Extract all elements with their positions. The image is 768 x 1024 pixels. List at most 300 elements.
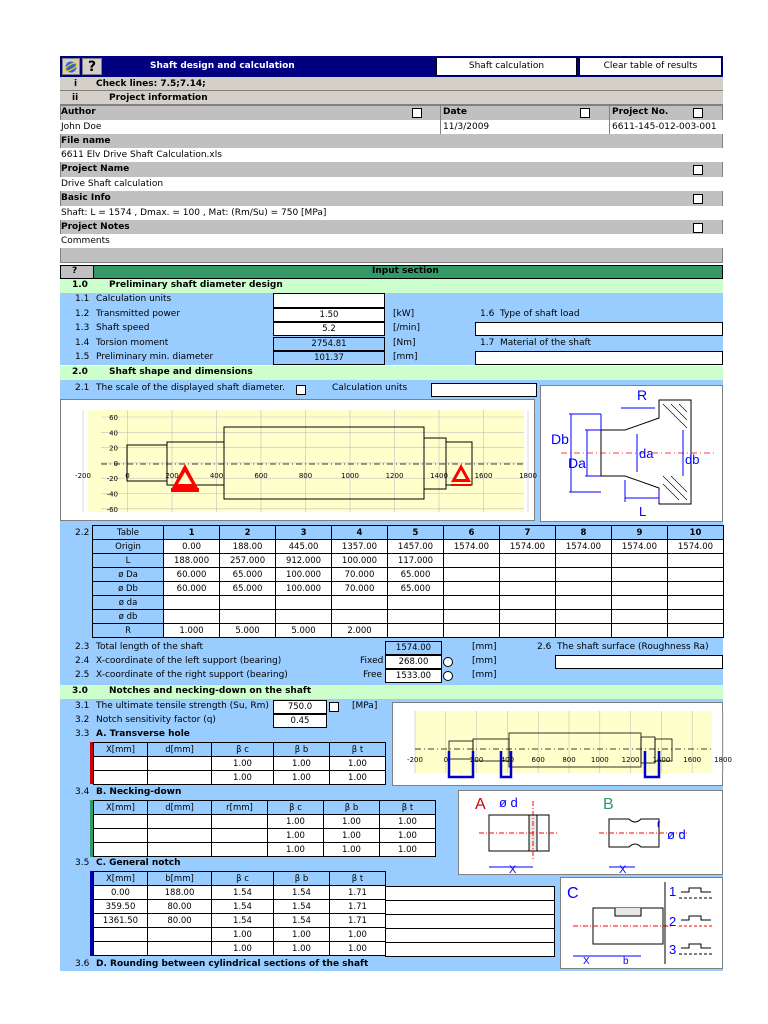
chart2-x-tick: 1200 [621, 756, 640, 764]
tblB-cell-1-4[interactable]: 1.00 [324, 829, 380, 843]
tblC-header-2: β c [212, 872, 274, 886]
geomTable-cell-6-7[interactable] [499, 624, 555, 638]
dia3-n1: 1 [669, 884, 677, 899]
geomTable-cell-6-10[interactable] [667, 624, 723, 638]
geomTable-cell-3-4[interactable]: 70.000 [332, 582, 388, 596]
chart1-y-tick: 0 [113, 459, 118, 468]
geomTable-cell-4-7[interactable] [499, 596, 555, 610]
dia3-n3: 3 [669, 942, 677, 957]
transmitted-power-input[interactable]: 1.50 [273, 308, 385, 322]
tblB-cell-1-3[interactable]: 1.00 [268, 829, 324, 843]
author-label: Author [61, 107, 96, 117]
calc-units-select[interactable] [273, 293, 385, 308]
project-no-value[interactable]: 6611-145-012-003-001 [612, 122, 717, 132]
chart1-x-tick: -200 [75, 472, 91, 480]
date-checkbox[interactable] [580, 108, 590, 118]
tblB-cell-2-3[interactable]: 1.00 [268, 843, 324, 857]
tblB-cell-0-3[interactable]: 1.00 [268, 815, 324, 829]
geomTable-cell-6-6[interactable] [443, 624, 499, 638]
tblB-cell-0-5[interactable]: 1.00 [380, 815, 436, 829]
calc-units-label-2: Calculation units [332, 383, 408, 393]
tblA-cell-0-2[interactable]: 1.00 [212, 757, 274, 771]
file-name-label: File name [61, 136, 111, 146]
geomTable-cell-0-9[interactable]: 1574.00 [611, 540, 667, 554]
tblC-cell-3-3[interactable]: 1.00 [274, 928, 330, 942]
geomTable-cell-3-3[interactable]: 100.000 [276, 582, 332, 596]
geomTable-cell-6-4[interactable]: 2.000 [332, 624, 388, 638]
tblB-cell-1-1[interactable] [148, 829, 212, 843]
tblA-header-0: X[mm] [94, 743, 148, 757]
tblB-cell-2-4[interactable]: 1.00 [324, 843, 380, 857]
row-3-6-num: 3.6 [75, 959, 90, 969]
app-icon[interactable] [62, 58, 80, 75]
geomTable-cell-1-4[interactable]: 100.000 [332, 554, 388, 568]
right-support-label: X-coordinate of the right support (bearing) [96, 670, 288, 680]
tblB-cell-2-1[interactable] [148, 843, 212, 857]
geomTable-header-2: 2 [220, 526, 276, 540]
dia2-ad: ø d [499, 795, 518, 810]
row-3-1-num: 3.1 [75, 701, 90, 711]
general-notch-table [93, 871, 386, 956]
tblA-cell-0-1[interactable] [148, 757, 212, 771]
file-name-value[interactable]: 6611 Elv Drive Shaft Calculation.xls [61, 150, 222, 160]
tblB-cell-2-0[interactable] [94, 843, 148, 857]
geomTable-cell-0-10[interactable]: 1574.00 [667, 540, 723, 554]
row-1-6-num: 1.6 [480, 309, 495, 319]
project-info-label: Project information [109, 93, 208, 103]
transmitted-power-unit: [kW] [393, 309, 415, 319]
geomTable-cell-1-9[interactable] [611, 554, 667, 568]
input-help[interactable]: ? [72, 266, 78, 276]
page-title: Shaft design and calculation [150, 61, 295, 71]
tblA-cell-0-0[interactable] [94, 757, 148, 771]
tblC-cell-2-0[interactable]: 1361.50 [94, 914, 148, 928]
geomTable-cell-2-9[interactable] [611, 568, 667, 582]
geomTable-cell-6-8[interactable] [555, 624, 611, 638]
geomTable-header-3: 3 [276, 526, 332, 540]
chart1-y-tick: -40 [106, 490, 118, 499]
geomTable-cell-1-8[interactable] [555, 554, 611, 568]
notch-comment-4[interactable] [385, 928, 555, 943]
geomTable-header-0: Table [93, 526, 164, 540]
project-name-label: Project Name [61, 164, 130, 174]
geomTable-cell-6-1[interactable]: 1.000 [164, 624, 220, 638]
geomTable-cell-3-0: ø Db [93, 582, 164, 596]
geomTable-cell-5-3[interactable] [276, 610, 332, 624]
tblC-cell-3-1[interactable] [148, 928, 212, 942]
tblB-cell-0-1[interactable] [148, 815, 212, 829]
geomTable-cell-5-4[interactable] [332, 610, 388, 624]
geomTable-cell-0-8[interactable]: 1574.00 [555, 540, 611, 554]
row-1-4-num: 1.4 [75, 338, 90, 348]
author-value[interactable]: John Doe [61, 122, 102, 132]
geomTable-cell-6-2[interactable]: 5.000 [220, 624, 276, 638]
tblC-cell-1-1[interactable]: 80.00 [148, 900, 212, 914]
notch-comment-3[interactable] [385, 914, 555, 929]
tblC-cell-1-2[interactable]: 1.54 [212, 900, 274, 914]
tblB-cell-1-2[interactable] [212, 829, 268, 843]
tblA-cell-1-0[interactable] [94, 771, 148, 785]
min-diameter-value: 101.37 [273, 351, 385, 365]
tblC-cell-0-0[interactable]: 0.00 [94, 886, 148, 900]
shaft-material-label: Material of the shaft [500, 338, 592, 348]
row-2-1-num: 2.1 [75, 383, 90, 393]
tblC-header-1: b[mm] [148, 872, 212, 886]
help-button[interactable]: ? [82, 58, 102, 75]
geomTable-cell-1-5[interactable]: 117.000 [388, 554, 444, 568]
geomTable-cell-3-10[interactable] [667, 582, 723, 596]
row-1-5-num: 1.5 [75, 352, 90, 362]
necking-down-table [93, 800, 436, 857]
chart1-y-tick: -60 [106, 505, 118, 514]
tblA-cell-1-1[interactable] [148, 771, 212, 785]
tblA-cell-0-4[interactable]: 1.00 [330, 757, 386, 771]
geomTable-cell-3-6[interactable] [443, 582, 499, 596]
dia2-ax: X [509, 864, 517, 876]
tblA-header-3: β b [274, 743, 330, 757]
notch-comment-column [385, 886, 555, 957]
shaft-shape-chart [60, 399, 535, 521]
section-3-title: Notches and necking-down on the shaft [109, 686, 312, 696]
tblB-header-2: r[mm] [212, 801, 268, 815]
tblB-cell-2-2[interactable] [212, 843, 268, 857]
geomTable-header-7: 7 [499, 526, 555, 540]
tblC-cell-4-0[interactable] [94, 942, 148, 956]
torsion-moment-unit: [Nm] [393, 338, 416, 348]
geomTable-cell-3-5[interactable]: 65.000 [388, 582, 444, 596]
geomTable-cell-2-7[interactable] [499, 568, 555, 582]
tblC-cell-2-3[interactable]: 1.54 [274, 914, 330, 928]
input-section-title: Input section [372, 266, 439, 276]
geomTable-cell-4-5[interactable] [388, 596, 444, 610]
geomTable-cell-2-5[interactable]: 65.000 [388, 568, 444, 582]
geomTable-cell-3-8[interactable] [555, 582, 611, 596]
notch-comment-2[interactable] [385, 900, 555, 915]
row-3-3-num: 3.3 [75, 729, 90, 739]
min-diameter-unit: [mm] [393, 352, 418, 362]
dia1-L: L [639, 504, 647, 519]
chart1-x-tick: 600 [254, 472, 268, 480]
surface-roughness-select[interactable] [555, 655, 723, 669]
dia2-r: r [657, 819, 661, 830]
clear-results-button[interactable]: Clear table of results [579, 57, 722, 76]
tblC-cell-4-2[interactable]: 1.00 [212, 942, 274, 956]
geomTable-cell-0-3[interactable]: 445.00 [276, 540, 332, 554]
dia2-bd: ø d [667, 827, 686, 842]
dia1-Db: Db [551, 431, 569, 447]
geomTable-cell-0-7[interactable]: 1574.00 [499, 540, 555, 554]
transmitted-power-label: Transmitted power [96, 309, 181, 319]
geomTable-cell-2-3[interactable]: 100.000 [276, 568, 332, 582]
tblB-cell-1-0[interactable] [94, 829, 148, 843]
geomTable-cell-4-10[interactable] [667, 596, 723, 610]
calc-units-select-2[interactable] [431, 383, 537, 397]
tblB-header-1: d[mm] [148, 801, 212, 815]
geomTable-cell-4-2[interactable] [220, 596, 276, 610]
chart2-x-tick: 0 [443, 756, 449, 764]
geomTable-cell-6-9[interactable] [611, 624, 667, 638]
row-2-5-num: 2.5 [75, 670, 90, 680]
chart2-x-tick: 800 [562, 756, 576, 764]
notch-comment-1[interactable] [385, 886, 555, 901]
chart1-y-tick: 60 [109, 414, 118, 422]
dia1-Da: Da [568, 455, 586, 471]
scale-label: The scale of the displayed shaft diameter. [96, 383, 286, 393]
geomTable-cell-5-10[interactable] [667, 610, 723, 624]
geomTable-header-8: 8 [555, 526, 611, 540]
geomTable-cell-4-9[interactable] [611, 596, 667, 610]
project-notes-checkbox[interactable] [693, 223, 703, 233]
tblC-cell-3-4[interactable]: 1.00 [330, 928, 386, 942]
notch-ab-diagram [458, 790, 723, 875]
shaft-speed-input[interactable]: 5.2 [273, 322, 385, 336]
chart1-x-tick: 1200 [385, 472, 404, 480]
geomTable-cell-1-1[interactable]: 188.000 [164, 554, 220, 568]
torsion-moment-value: 2754.81 [273, 337, 385, 351]
chart2-x-tick: 1800 [714, 756, 732, 764]
geomTable-cell-2-6[interactable] [443, 568, 499, 582]
chart2-x-tick: 1400 [652, 756, 671, 764]
geomTable-cell-1-10[interactable] [667, 554, 723, 568]
tblC-cell-0-1[interactable]: 188.00 [148, 886, 212, 900]
shaft-section-diagram [540, 385, 723, 522]
geomTable-cell-2-4[interactable]: 70.000 [332, 568, 388, 582]
geomTable-cell-5-6[interactable] [443, 610, 499, 624]
row-i-num: i [74, 79, 78, 89]
right-support-radio[interactable] [443, 671, 453, 681]
geomTable-cell-4-8[interactable] [555, 596, 611, 610]
basic-info-label: Basic Info [61, 193, 111, 203]
surface-roughness-label: The shaft surface (Roughness Ra) [557, 642, 709, 652]
geomTable-cell-4-0: ø da [93, 596, 164, 610]
row-1-7-num: 1.7 [480, 338, 495, 348]
geomTable-cell-0-2[interactable]: 188.00 [220, 540, 276, 554]
shaft-load-type-label: Type of shaft load [500, 309, 580, 319]
geomTable-cell-3-1[interactable]: 60.000 [164, 582, 220, 596]
tblC-cell-4-1[interactable] [148, 942, 212, 956]
tblC-cell-2-1[interactable]: 80.00 [148, 914, 212, 928]
geomTable-cell-5-9[interactable] [611, 610, 667, 624]
right-support-unit: [mm] [472, 670, 497, 680]
geomTable-cell-5-0: ø db [93, 610, 164, 624]
chart1-y-tick: -20 [106, 475, 118, 484]
geomTable-cell-2-8[interactable] [555, 568, 611, 582]
chart1-y-tick: 20 [109, 444, 118, 453]
project-no-checkbox[interactable] [693, 108, 703, 118]
left-support-unit: [mm] [472, 656, 497, 666]
row-1-1-num: 1.1 [75, 294, 90, 304]
row-ii-num: ii [72, 93, 79, 103]
row-2-6-num: 2.6 [537, 642, 552, 652]
tblC-cell-4-3[interactable]: 1.00 [274, 942, 330, 956]
notch-comment-5[interactable] [385, 942, 555, 957]
geomTable-cell-0-5[interactable]: 1457.00 [388, 540, 444, 554]
tblB-header-3: β c [268, 801, 324, 815]
tblC-cell-0-4[interactable]: 1.71 [330, 886, 386, 900]
geomTable-header-9: 9 [611, 526, 667, 540]
geomTable-cell-4-4[interactable] [332, 596, 388, 610]
geomTable-cell-3-7[interactable] [499, 582, 555, 596]
scale-checkbox[interactable] [296, 385, 306, 395]
tblB-header-5: β t [380, 801, 436, 815]
left-support-radio[interactable] [443, 657, 453, 667]
tblC-cell-0-2[interactable]: 1.54 [212, 886, 274, 900]
section-2-num: 2.0 [72, 367, 88, 377]
row-2-3-num: 2.3 [75, 642, 90, 652]
tblA-header-4: β t [330, 743, 386, 757]
geomTable-cell-1-2[interactable]: 257.000 [220, 554, 276, 568]
geomTable-header-1: 1 [164, 526, 220, 540]
shaft-load-type-select[interactable] [475, 322, 723, 336]
tensile-strength-checkbox[interactable] [329, 702, 339, 712]
chart2-x-tick: 600 [531, 756, 545, 764]
tblB-cell-0-2[interactable] [212, 815, 268, 829]
right-support-type: Free [363, 670, 383, 680]
chart2-x-tick: 400 [500, 756, 515, 764]
dia1-R: R [637, 387, 648, 403]
tblB-cell-2-5[interactable]: 1.00 [380, 843, 436, 857]
geomTable-cell-0-1[interactable]: 0.00 [164, 540, 220, 554]
dia2-bx: X [619, 864, 627, 876]
left-support-input[interactable]: 268.00 [385, 655, 442, 669]
geomTable-cell-2-2[interactable]: 65.000 [220, 568, 276, 582]
necking-down-label: B. Necking-down [96, 787, 182, 797]
geomTable-cell-6-0: R [93, 624, 164, 638]
tblB-cell-1-5[interactable]: 1.00 [380, 829, 436, 843]
tblB-header-0: X[mm] [94, 801, 148, 815]
notch-c-diagram [560, 877, 723, 969]
tblC-cell-2-2[interactable]: 1.54 [212, 914, 274, 928]
torsion-moment-label: Torsion moment [96, 338, 169, 348]
project-name-value[interactable]: Drive Shaft calculation [61, 179, 164, 189]
dia1-db: db [685, 452, 700, 467]
notch-chart [392, 702, 732, 786]
geomTable-cell-5-2[interactable] [220, 610, 276, 624]
tblB-cell-0-0[interactable] [94, 815, 148, 829]
right-support-input[interactable]: 1533.00 [385, 669, 442, 683]
tblC-cell-1-0[interactable]: 359.50 [94, 900, 148, 914]
geomTable-cell-4-6[interactable] [443, 596, 499, 610]
geomTable-cell-1-3[interactable]: 912.000 [276, 554, 332, 568]
general-notch-label: C. General notch [96, 858, 181, 868]
tblA-cell-0-3[interactable]: 1.00 [274, 757, 330, 771]
tblC-cell-0-3[interactable]: 1.54 [274, 886, 330, 900]
geomTable-cell-0-0: Origin [93, 540, 164, 554]
row-3-5-num: 3.5 [75, 858, 90, 868]
geomTable-cell-4-1[interactable] [164, 596, 220, 610]
project-no-label: Project No. [612, 107, 669, 117]
dia3-n2: 2 [669, 914, 677, 929]
tblC-cell-4-4[interactable]: 1.00 [330, 942, 386, 956]
tblC-cell-1-4[interactable]: 1.71 [330, 900, 386, 914]
chart1-x-tick: 1000 [341, 472, 359, 480]
shaft-calculation-button[interactable]: Shaft calculation [436, 57, 577, 76]
geomTable-cell-1-0: L [93, 554, 164, 568]
transverse-hole-label: A. Transverse hole [96, 729, 190, 739]
notch-sensitivity-value: 0.45 [273, 714, 327, 728]
section-2-title: Shaft shape and dimensions [109, 367, 253, 377]
geomTable-cell-6-5[interactable] [388, 624, 444, 638]
author-checkbox[interactable] [412, 108, 422, 118]
tblA-cell-1-3[interactable]: 1.00 [274, 771, 330, 785]
dia3-x: X [583, 956, 590, 967]
geomTable-cell-5-8[interactable] [555, 610, 611, 624]
geomTable-cell-1-6[interactable] [443, 554, 499, 568]
geomTable-cell-3-2[interactable]: 65.000 [220, 582, 276, 596]
project-name-checkbox[interactable] [693, 165, 703, 175]
tensile-strength-unit: [MPa] [352, 701, 378, 711]
tblC-header-0: X[mm] [94, 872, 148, 886]
geomTable-cell-4-3[interactable] [276, 596, 332, 610]
tblC-cell-2-4[interactable]: 1.71 [330, 914, 386, 928]
date-value[interactable]: 11/3/2009 [443, 122, 490, 132]
chart2-x-tick: 1600 [683, 756, 702, 764]
project-notes-value[interactable]: Comments [61, 236, 110, 246]
geomTable-cell-2-0: ø Da [93, 568, 164, 582]
geomTable-header-5: 5 [388, 526, 444, 540]
chart1-x-tick: 1800 [519, 472, 537, 480]
dia1-da: da [639, 446, 654, 461]
chart1-x-tick: 800 [298, 472, 313, 480]
dia2-B: B [603, 796, 614, 813]
project-notes-label: Project Notes [61, 222, 130, 232]
tblC-cell-3-2[interactable]: 1.00 [212, 928, 274, 942]
tensile-strength-input[interactable]: 750.0 [273, 700, 327, 714]
row-1-3-num: 1.3 [75, 323, 90, 333]
chart2-x-tick: 1000 [590, 756, 609, 764]
geomTable-cell-5-7[interactable] [499, 610, 555, 624]
geomTable-cell-0-6[interactable]: 1574.00 [443, 540, 499, 554]
notch-sensitivity-label: Notch sensitivity factor (q) [96, 715, 216, 725]
geomTable-cell-3-9[interactable] [611, 582, 667, 596]
transverse-hole-table [93, 742, 386, 785]
row-2-4-num: 2.4 [75, 656, 90, 666]
chart1-y-tick: 40 [109, 429, 118, 438]
dia2-A: A [475, 796, 486, 813]
section-1-title: Preliminary shaft diameter design [109, 280, 283, 290]
date-label: Date [443, 107, 467, 117]
section-1-num: 1.0 [72, 280, 88, 290]
basic-info-value[interactable]: Shaft: L = 1574 , Dmax. = 100 , Mat: (Rm/Su) = 750 [MPa] [61, 208, 327, 218]
row-1-2-num: 1.2 [75, 309, 90, 319]
geomTable-cell-5-5[interactable] [388, 610, 444, 624]
chart1-x-tick: 1600 [474, 472, 493, 480]
chart1-x-tick: 400 [209, 472, 224, 480]
tblA-cell-1-4[interactable]: 1.00 [330, 771, 386, 785]
geomTable-cell-2-10[interactable] [667, 568, 723, 582]
total-length-unit: [mm] [472, 642, 497, 652]
geomTable-cell-6-3[interactable]: 5.000 [276, 624, 332, 638]
shaft-material-select[interactable] [475, 351, 723, 365]
geomTable-header-6: 6 [443, 526, 499, 540]
left-support-label: X-coordinate of the left support (bearing) [96, 656, 282, 666]
calc-units-label: Calculation units [96, 294, 172, 304]
chart1-x-tick: 0 [125, 472, 130, 480]
tblB-cell-0-4[interactable]: 1.00 [324, 815, 380, 829]
tblA-cell-1-2[interactable]: 1.00 [212, 771, 274, 785]
geomTable-cell-0-4[interactable]: 1357.00 [332, 540, 388, 554]
basic-info-checkbox[interactable] [693, 194, 703, 204]
tblC-cell-3-0[interactable] [94, 928, 148, 942]
tblC-cell-1-3[interactable]: 1.54 [274, 900, 330, 914]
shaft-geometry-table [92, 525, 724, 638]
chart2-x-tick: -200 [407, 756, 423, 764]
geomTable-cell-2-1[interactable]: 60.000 [164, 568, 220, 582]
dia3-b: b [623, 956, 629, 967]
geomTable-cell-5-1[interactable] [164, 610, 220, 624]
rounding-label: D. Rounding between cylindrical sections of the shaft [96, 959, 369, 969]
geomTable-cell-1-7[interactable] [499, 554, 555, 568]
